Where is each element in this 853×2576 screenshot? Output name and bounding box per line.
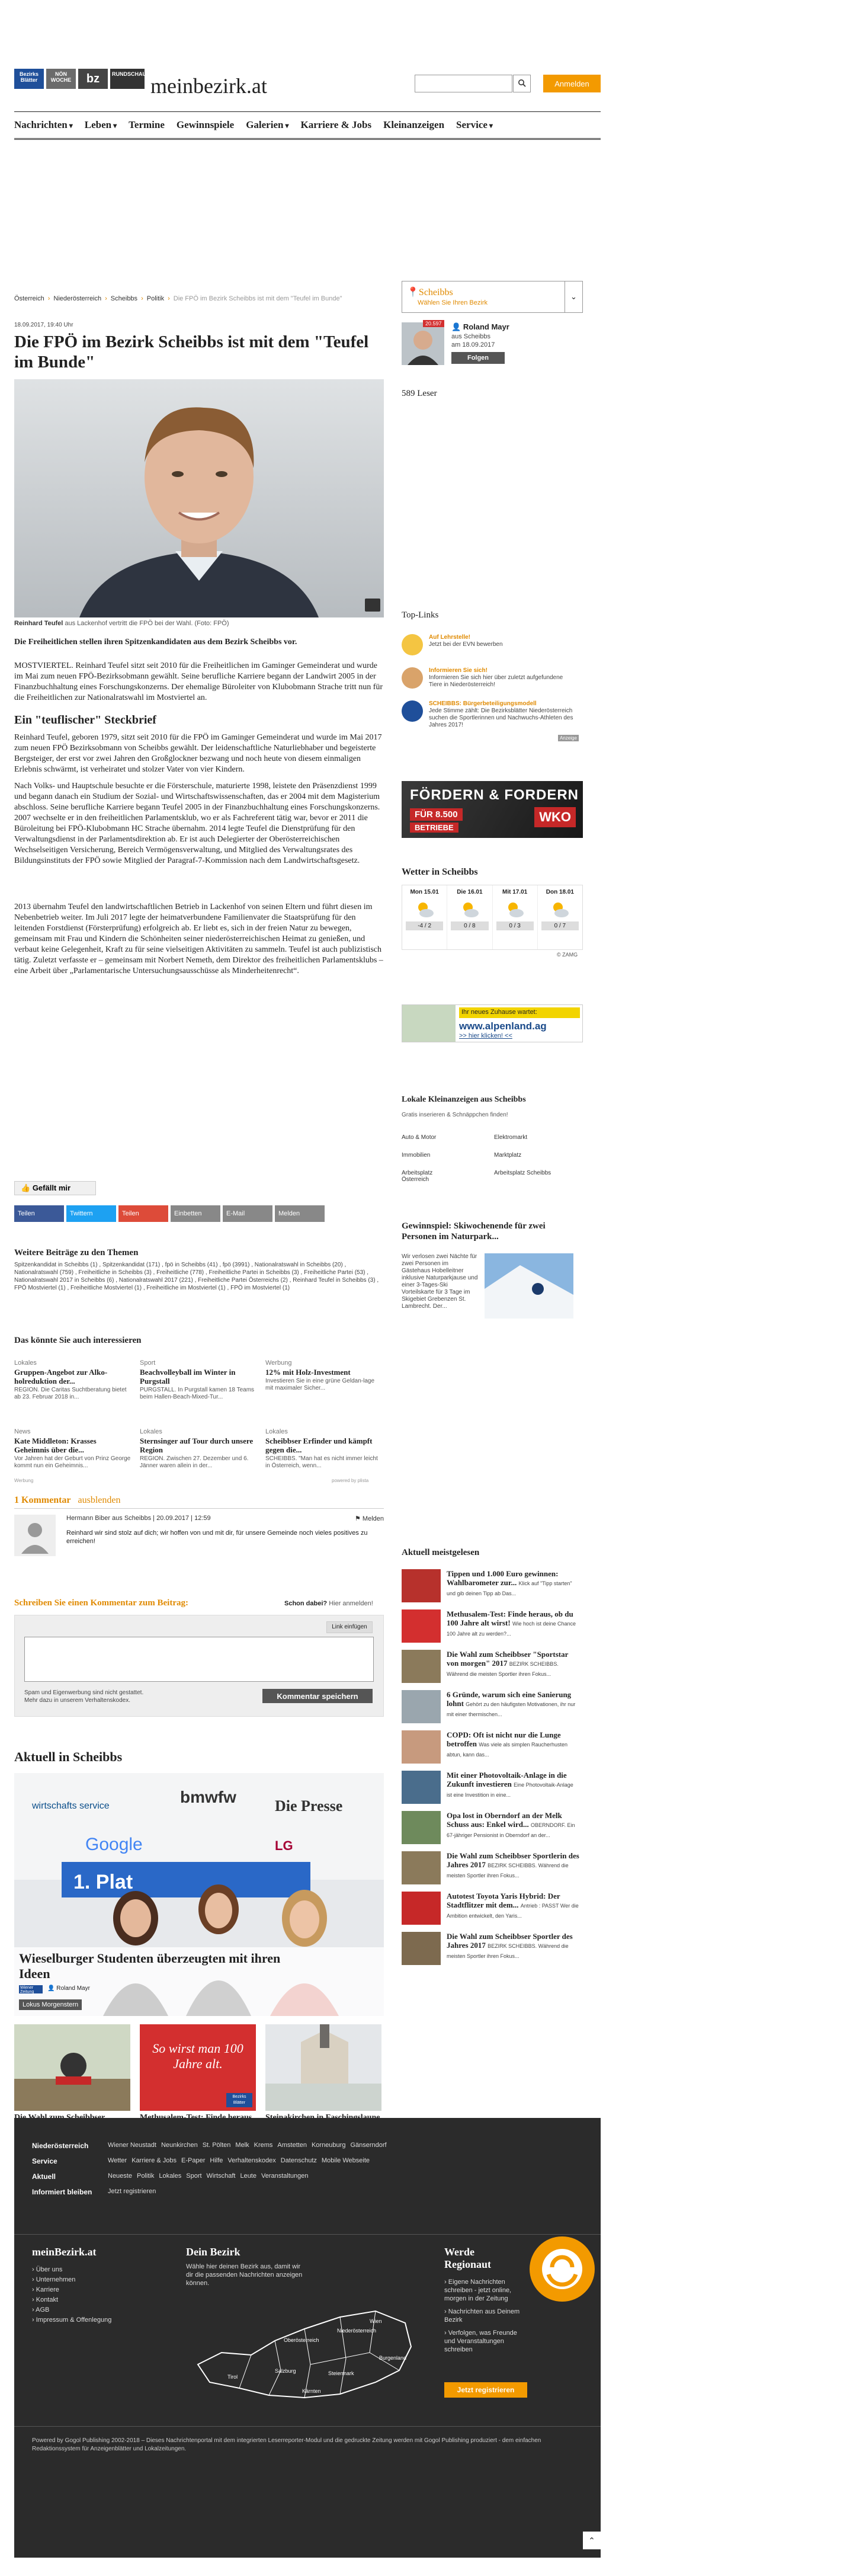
footer-row-label: Informiert bleiben	[32, 2188, 92, 2196]
article-lead: Die Freiheitlichen stellen ihren Spitzenkandidaten aus dem Bezirk Scheibbs vor.	[14, 638, 297, 647]
region-hint: Wählen Sie Ihren Bezirk	[418, 299, 488, 306]
site-footer	[14, 2118, 601, 2558]
rec-category: Lokales	[14, 1359, 37, 1367]
author-location: aus Scheibbs	[451, 333, 491, 340]
rec-text: SCHEIBBS. "Man hat es nicht immer leicht in Österreich, wenn...	[265, 1455, 378, 1469]
breadcrumb-item[interactable]: Politik	[146, 295, 165, 302]
toplink-text: Informieren Sie sich hier über zuletzt aufgefundene Tiere in Niederösterreich!	[429, 674, 563, 688]
rec-title: Gruppen-Angebot zur Alko-holreduktion der...	[14, 1368, 108, 1385]
share-facebook-button[interactable]: Teilen	[14, 1205, 64, 1222]
aktuell-tile[interactable]	[265, 2024, 381, 2133]
banner-word: LG	[275, 1838, 293, 1853]
sun-cloud-icon	[460, 900, 480, 919]
rec-text: REGION. Zwischen 27. Dezember und 6. Jänner waren allein in der...	[140, 1455, 249, 1469]
banner-word: Google	[85, 1835, 143, 1854]
footer-link[interactable]: E-Paper	[181, 2157, 206, 2164]
nav-leben[interactable]: Leben ▾	[85, 119, 117, 131]
recommendation-item[interactable]	[14, 1428, 133, 1470]
bezirksblaetter-logo[interactable]: Bezirks Blätter	[14, 69, 44, 89]
footer-row-label: Aktuell	[32, 2172, 56, 2181]
article-paragraph: 2013 übernahm Teufel den landwirtschaftlichen Betrieb in Lackenhof von seinen Eltern und führt diesen im Nebenbetrieb weiter. Im Juli 2017 legte der heimatverbundene Familienvater die Staatsprüfung für den leitenden Forstdienst (Försterprüfung) erfolgreich ab. Er liebt es, sich in der freien Natur zu bewegen, gemeinsam mit Frau und Kindern die Schönheiten seiner niederösterreichischen Heimat zu genießen, und verbaut keine Gelegenheit, Kraft zu für seine vielseitigen Aktivitäten zu sammeln. Teufel ist auch publizistisch tätig. Zuletzt verfasste er – gemeinsam mit Norbert Nemeth, dem Direktor des freiheitlichen Parlamentsklubs – eine Arbeit über „Parlamentarische Untersuchungsausschüsse als Minderheitenrecht“.	[14, 903, 383, 975]
wko-logo: WKO	[534, 807, 576, 827]
weather-date: Mon 15.01	[410, 889, 439, 895]
reader-count: 589 Leser	[402, 389, 437, 398]
footer-link[interactable]: Jetzt registrieren	[108, 2188, 156, 2195]
most-read-image	[402, 1650, 441, 1683]
footer-copyright: Powered by Gogol Publishing 2002-2018 – Dieses Nachrichtenportal mit dem integrierten Leserreporter-Modul und die gedruckte Zeitung werden mit Gogol Publishing produziert - dem einfachen Redaktionssystem für Anzeigenblätter und Lokalzeitungen.	[32, 2437, 541, 2452]
nav-kleinanzeigen[interactable]: Kleinanzeigen	[383, 119, 445, 130]
most-read-title-text: Methusalem-Test: Finde heraus, ob du 100 Jahre alt wirst!	[447, 1609, 573, 1627]
classified-category[interactable]: Arbeitsplatz Scheibbs	[494, 1170, 551, 1176]
ad-subline: BETRIEBE	[410, 823, 458, 833]
save-comment-button[interactable]: Kommentar speichern	[262, 1689, 373, 1703]
most-read-image	[402, 1771, 441, 1804]
alpenland-ad[interactable]	[402, 1004, 583, 1042]
most-read-image	[402, 1811, 441, 1844]
footer-link[interactable]: › AGB	[32, 2306, 50, 2313]
map-region-label[interactable]: Tirol	[227, 2374, 238, 2380]
register-button[interactable]: Jetzt registrieren	[444, 2382, 527, 2398]
banner-word: Die Presse	[275, 1797, 343, 1815]
rec-title: Kate Middleton: Krasses Geheimnis über die...	[14, 1436, 97, 1454]
comment-form	[14, 1615, 384, 1717]
flag-icon: ⚑	[355, 1515, 363, 1522]
most-read-snippet: BEZIRK SCHEIBBS. Während die meisten Sportler ihren Fokus...	[447, 1943, 569, 1959]
caption-text: aus Lackenhof vertritt die FPÖ bei der Wahl. (Foto: FPÖ)	[63, 620, 229, 627]
comment-report[interactable]	[355, 1515, 384, 1522]
austria-map[interactable]	[186, 2293, 423, 2412]
author-card	[402, 316, 583, 370]
weather-temp: -4 / 2	[406, 921, 443, 930]
user-icon: 👤	[451, 322, 463, 331]
plista-credit[interactable]: powered by plista	[332, 1478, 369, 1483]
classified-category[interactable]: Arbeitsplatz Österreich	[402, 1170, 433, 1183]
map-region-label[interactable]: Niederösterreich	[337, 2328, 377, 2334]
map-region-label[interactable]: Oberösterreich	[284, 2337, 319, 2343]
rec-text: Vor Jahren hat der Geburt von Prinz George kommt nun ein Geheimnis...	[14, 1455, 131, 1469]
tile-image-text: So wirst man 100 Jahre alt.	[152, 2041, 243, 2071]
like-button[interactable]	[14, 1181, 96, 1195]
most-read-snippet: Antrieb : PASST Wer die Ambition entwickelt, den Yaris...	[447, 1903, 579, 1919]
most-read-title: Aktuell meistgelesen	[402, 1548, 480, 1557]
toplink-title: Informieren Sie sich!	[429, 667, 488, 674]
aktuell-title: Aktuell in Scheibbs	[14, 1749, 123, 1764]
most-read-snippet: OBERNDORF. Ein 67-jähriger Pensionist in Oberndorf an der...	[447, 1822, 575, 1838]
login-link[interactable]: Hier anmelden!	[329, 1600, 373, 1607]
rec-text: PURGSTALL. In Purgstall kamen 18 Teams beim Hallen-Beach-Mixed-Tur...	[140, 1387, 255, 1400]
toplink-item[interactable]	[402, 666, 583, 696]
nav-karriere[interactable]: Karriere & Jobs	[300, 119, 372, 130]
footer-row-label: Niederösterreich	[32, 2142, 89, 2150]
sun-cloud-icon	[415, 900, 435, 919]
featured-title[interactable]: Wieselburger Studenten überzeugten mit ihren Ideen	[19, 1951, 281, 1981]
rec-text: Investieren Sie in eine grüne Geldan-lage mit maximaler Sicher...	[265, 1378, 375, 1391]
chevron-up-icon: ⌃	[588, 2536, 595, 2545]
werde-item: › Nachrichten aus Deinem Bezirk	[444, 2308, 520, 2324]
share-bar	[14, 1205, 325, 1222]
nav-nachrichten[interactable]: Nachrichten ▾	[14, 119, 73, 131]
most-read-snippet: Wie hoch ist deine Chance 100 Jahre alt zu werden?...	[447, 1621, 576, 1637]
weather-credit: © ZAMG	[557, 952, 578, 958]
werde-item: › Eigene Nachrichten schreiben - jetzt online, morgen in der Zeitung	[444, 2279, 512, 2302]
weather-title: Wetter in Scheibbs	[402, 867, 478, 877]
ad-headline: Ihr neues Zuhause wartet:	[459, 1007, 580, 1018]
footer-link[interactable]: Datenschutz	[280, 2157, 317, 2164]
toplink-item[interactable]	[402, 633, 583, 663]
rec-title: 12% mit Holz-Investment	[265, 1368, 351, 1377]
article-paragraph: Reinhard Teufel, geboren 1979, sitzt seit 2010 für die FPÖ im Gaminger Gemeinderat und wurde im Mai 2017 zum neuen FPÖ Bezirksobmann von Scheibbs gewählt. Der leidenschaftliche Naturliebhaber und begeisterte Bergsteiger, der erst vor zwei Jahren den Großglockner bezwang und noch heute von diesem einmaligen Erlebnis schwärmt, ist verheiratet und stolzer Vater von vier Kindern.	[14, 733, 382, 774]
footer-link[interactable]: Amstetten	[277, 2142, 307, 2149]
footer-link-rows	[32, 2142, 583, 2196]
comment-author[interactable]: Hermann Biber aus Scheibbs	[66, 1515, 152, 1522]
rundschau-logo[interactable]: RUNDSCHAU	[110, 69, 145, 89]
most-read-item[interactable]	[402, 1811, 583, 1851]
most-read-item[interactable]	[402, 1609, 583, 1650]
weather-date: Mit 17.01	[502, 889, 528, 895]
write-comment-title: Schreiben Sie einen Kommentar zum Beitrag:	[14, 1598, 188, 1608]
footer-row	[32, 2172, 583, 2181]
article-subheading: Ein "teuflischer" Steckbrief	[14, 713, 156, 727]
article-paragraph: MOSTVIERTEL. Reinhard Teufel sitzt seit 2010 für die Freiheitlichen im Gaminger Gemeinderat und wurde im Mai zum neuen FPÖ-Bezirksobmann gewählt. Seine berufliche Karriere begann der Landwirt 2005 in der Finanzbuchhaltung eines Forschungskonzerns. Der ehemalige Büroleiter von Klubobmann Strache tritt nun für die Freiheitlichen zur Nationalratswahl im Mostviertel an.	[14, 661, 383, 702]
featured-tag: Lokus Morgenstern	[19, 1999, 82, 2010]
footer-link[interactable]: Neueste	[108, 2172, 132, 2180]
already-member-text: Schon dabei?	[284, 1600, 328, 1607]
most-read-snippet: BEZIRK SCHEIBBS. Während die meisten Sportler ihren Fokus...	[447, 1863, 569, 1879]
most-read-snippet: Eine Photovoltaik-Anlage ist eine Investition in eine...	[447, 1782, 573, 1798]
featured-badge: Wiener Zeitung	[19, 1985, 43, 1993]
ad-url: www.alpenland.ag	[459, 1020, 547, 1032]
map-region-label[interactable]: Steiermark	[328, 2370, 354, 2376]
classified-category[interactable]: Marktplatz	[494, 1152, 522, 1159]
most-read-title-text: COPD: Oft ist nicht nur die Lunge betroffen	[447, 1730, 561, 1748]
most-read-title-text: Die Wahl zum Scheibbser Sportler des Jahres 2017	[447, 1932, 573, 1950]
footer-link[interactable]: Wiener Neustadt	[108, 2142, 156, 2149]
hide-comments-link[interactable]: ausblenden	[78, 1495, 121, 1505]
image-caption	[14, 620, 229, 627]
author-date: am 18.09.2017	[451, 341, 495, 348]
most-read-item[interactable]	[402, 1851, 583, 1892]
follow-button[interactable]: Folgen	[451, 352, 505, 364]
topic-tags[interactable]: Spitzenkandidat in Scheibbs (1) , Spitzenkandidat (171) , fpö in Scheibbs (41) , fpö (3991) , Nationalratswahl in Scheibbs (20) , Nationalratswahl (759) , Freiheitliche in Scheibbs (3) , Freiheitliche (778) , Freiheitliche Partei in Scheibbs (3) , Freiheitliche Partei (53) , Nationalratswahl 2017 in Scheibbs (6) , Nationalratswahl 2017 (221) , Freiheitliche Partei Österreichs (2) , Reinhard Teufel in Scheibbs (3) , FPÖ Mostviertel (1) , Freiheitliche Mostviertel (1) , Freiheitliche im Mostviertel (1) , FPÖ im Mostviertel (1)	[14, 1262, 379, 1291]
wko-ad[interactable]	[402, 781, 583, 838]
recommendation-item[interactable]	[265, 1359, 384, 1392]
site-header	[14, 65, 601, 107]
most-read-title-text: Mit einer Photovoltaik-Anlage in die Zukunft investieren	[447, 1771, 567, 1788]
most-read-item[interactable]	[402, 1892, 583, 1932]
recommendation-item[interactable]	[14, 1359, 133, 1401]
footer-link[interactable]: › Über uns	[32, 2266, 63, 2273]
user-silhouette-icon	[14, 1515, 56, 1556]
ad-label: Anzeige	[558, 735, 579, 741]
most-read-image	[402, 1892, 441, 1925]
dein-bezirk-title: Dein Bezirk	[186, 2246, 240, 2258]
breadcrumb-item[interactable]: Niederösterreich	[53, 295, 102, 302]
rec-category: Lokales	[265, 1428, 288, 1435]
most-read-image	[402, 1730, 441, 1764]
toplink-item[interactable]	[402, 699, 583, 734]
most-read-title-text: Opa lost in Oberndorf an der Melk Schuss aus: Enkel wird...	[447, 1811, 562, 1829]
footer-link[interactable]: Mobile Webseite	[321, 2157, 370, 2164]
rec-title: Sternsinger auf Tour durch unsere Region	[140, 1436, 254, 1454]
back-to-top-button[interactable]	[583, 2532, 601, 2549]
footer-link[interactable]: › Kontakt	[32, 2296, 59, 2303]
most-read-title-text: Autotest Toyota Yaris Hybrid: Der Stadtflitzer mit dem...	[447, 1892, 560, 1909]
classified-category[interactable]: Elektromarkt	[494, 1134, 528, 1141]
ad-click[interactable]: >> hier klicken! <<	[459, 1032, 512, 1039]
weather-temp: 0 / 3	[496, 921, 534, 930]
most-read-item[interactable]	[402, 1690, 583, 1730]
banner-text: 1. Plat	[73, 1871, 133, 1893]
featured-author-name: Roland Mayr	[56, 1985, 90, 1992]
breadcrumb: Österreich › Niederösterreich › Scheibbs › Politik › Die FPÖ im Bezirk Scheibbs ist mit dem "Teufel im Bunde"	[14, 295, 342, 302]
contest-title[interactable]: Gewinnspiel: Skiwochenende für zwei Personen im Naturpark...	[402, 1221, 546, 1241]
regionaut-logo	[530, 2236, 595, 2302]
footer-divider	[14, 2426, 601, 2427]
most-read-title-text: Tippen und 1.000 Euro gewinnen: Wahlbarometer zur...	[447, 1569, 559, 1587]
most-read-image	[402, 1609, 441, 1643]
rec-category: Werbung	[265, 1359, 292, 1367]
sun-cloud-icon	[505, 900, 525, 919]
comment: Hermann Biber aus Scheibbs | 20.09.2017 | 12:59 ⚑ Melden Reinhard wir sind stolz auf dich; wir hoffen von und mit dir, für unsere Gemeinde noch vieles positives zu erreichen!	[14, 1508, 384, 1563]
weather-day	[538, 885, 582, 949]
most-read-snippet: Gehört zu den häufigsten Motivationen, ihr nur mit einer thermischen...	[447, 1701, 576, 1717]
region-selector[interactable]	[402, 281, 583, 313]
classified-category[interactable]: Auto & Motor	[402, 1134, 437, 1141]
footer-link[interactable]: Lokales	[159, 2172, 182, 2180]
banner-word: wirtschafts service	[32, 1801, 110, 1811]
author-points-badge: 20.597	[423, 320, 444, 327]
footer-row	[32, 2142, 583, 2150]
most-read-image	[402, 1569, 441, 1602]
featured-article[interactable]	[14, 1773, 384, 2016]
rec-title: Beachvolleyball im Winter in Purgstall	[140, 1368, 236, 1385]
footer-row	[32, 2157, 583, 2165]
footer-link[interactable]: Karriere & Jobs	[132, 2157, 177, 2164]
most-read-title-text: Die Wahl zum Scheibbser "Sportstar von morgen" 2017	[447, 1650, 569, 1668]
most-read-item[interactable]	[402, 1771, 583, 1811]
footer-row-label: Service	[32, 2157, 57, 2165]
ad-headline: FÖRDERN & FORDERN	[410, 787, 579, 803]
dog-icon	[402, 667, 423, 689]
embed-button[interactable]: Einbetten	[171, 1205, 220, 1222]
share-twitter-button[interactable]: Twittern	[66, 1205, 116, 1222]
map-region-label[interactable]: Salzburg	[275, 2368, 296, 2374]
map-region-label[interactable]: Burgenland	[379, 2355, 407, 2361]
footer-divider	[14, 2234, 601, 2235]
search-input[interactable]	[415, 75, 512, 92]
bz-logo[interactable]: bz	[78, 69, 108, 89]
tile-badge: Bezirks Blätter	[226, 2093, 252, 2107]
comment-text: Reinhard wir sind stolz auf dich; wir hoffen von und mit dir, für unsere Gemeinde noch vieles positives zu erreichen!	[66, 1529, 368, 1545]
breadcrumb-item[interactable]: Scheibbs	[110, 295, 138, 302]
toplink-title: Auf Lehrstelle!	[429, 634, 471, 641]
weather-day	[493, 885, 538, 949]
banner-word: bmwfw	[180, 1788, 236, 1806]
chevron-down-icon[interactable]: ⌄	[565, 281, 582, 312]
werde-regionaut-title: Werde Regionaut	[444, 2246, 492, 2270]
comment-textarea[interactable]	[24, 1637, 374, 1682]
evn-icon	[402, 634, 423, 655]
footer-row	[32, 2188, 583, 2196]
most-read-image	[402, 1932, 441, 1965]
tile-image	[140, 2024, 256, 2111]
footer-link[interactable]: Wetter	[108, 2157, 127, 2164]
footer-brand[interactable]: meinBezirk.at	[32, 2246, 97, 2258]
footer-link[interactable]: Sport	[186, 2172, 202, 2180]
rec-category: Lokales	[140, 1428, 162, 1435]
sport-icon	[402, 700, 423, 722]
werde-regionaut-list	[444, 2278, 527, 2354]
avatar[interactable]	[14, 1515, 56, 1556]
tile-image	[14, 2024, 130, 2111]
search-button[interactable]	[513, 75, 531, 92]
footer-link[interactable]: Krems	[254, 2142, 273, 2149]
main-navigation	[14, 111, 601, 140]
footer-link[interactable]: Veranstaltungen	[261, 2172, 309, 2180]
toplinks-title: Top-Links	[402, 610, 439, 620]
most-read-item[interactable]	[402, 1730, 583, 1771]
login-button[interactable]: Anmelden	[543, 75, 601, 92]
classified-category[interactable]: Immobilien	[402, 1152, 431, 1159]
author-name[interactable]: 👤 Roland Mayr	[451, 322, 509, 331]
avatar[interactable]	[402, 322, 444, 365]
report-button[interactable]: Melden	[275, 1205, 325, 1222]
location-pin-icon: 📍	[407, 287, 419, 297]
classifieds-title: Lokale Kleinanzeigen aus Scheibbs	[402, 1095, 526, 1104]
toplink-text: Jede Stimme zählt: Die Bezirksblätter Niederösterreich suchen die Sportlerinnen und Nachwuchs-Athleten des Jahres 2017!	[429, 708, 573, 728]
footer-link[interactable]: › Unternehmen	[32, 2276, 76, 2283]
most-read-snippet: BEZIRK SCHEIBBS. Während die meisten Sportler ihren Fokus...	[447, 1661, 559, 1677]
article-paragraph: Nach Volks- und Hauptschule besuchte er die Försterschule, maturierte 1998, leistete den Präsenzdienst 1999 und begann danach ein Studium der Sozial- und Wirtschaftswissenschaften, das er 2004 mit dem Magisterium abschloss. Seine berufliche Karriere begann Teufel 2005 in der Finanzbuchhaltung eines Forschungskonzerns. 2007 wechselte er in den freiheitlichen Parlamentsklub, wo er als Fachreferent tätig war, bevor er 2011 die Büroleitung bei FPÖ-Klubobmann HC Strache übernahm. 2014 legte Teufel die Dienstprüfung für den Verwaltungsdienst in der Parlamentsdirektion ab. Er ist auch Delegierter der Oberösterreichischen Wechselseitigen Versicherung, Bereich Vermögensverwaltung, und Mitglied des Verwaltungsrates des Bildungsinstituts der FPÖ sowie Mitglied der Paragraf-7-Kommission nach dem Landwirtschaftsgesetz.	[14, 782, 380, 865]
ad-subline: FÜR 8.500	[410, 808, 463, 821]
most-read-title-text: Die Wahl zum Scheibbser Sportlerin des Jahres 2017	[447, 1851, 579, 1869]
toplink-text: Jetzt bei der EVN bewerben	[429, 641, 503, 648]
site-title[interactable]: meinbezirk.at	[150, 74, 267, 98]
weather-day	[447, 885, 492, 949]
map-region-label[interactable]: Kärnten	[302, 2388, 321, 2394]
nav-termine[interactable]: Termine	[129, 119, 165, 130]
thumbs-up-icon: 👍	[21, 1183, 33, 1192]
most-read-item[interactable]	[402, 1932, 583, 1972]
insert-link-button[interactable]: Link einfügen	[326, 1621, 373, 1633]
breadcrumb-current: Die FPÖ im Bezirk Scheibbs ist mit dem "Teufel im Bunde"	[173, 295, 342, 302]
spam-note: Spam und Eigenwerbung sind nicht gestattet.	[24, 1689, 144, 1696]
user-icon: 👤	[47, 1985, 57, 1992]
footer-link[interactable]: Wirtschaft	[206, 2172, 236, 2180]
recommendation-item[interactable]	[140, 1428, 258, 1470]
sun-cloud-icon	[550, 900, 570, 919]
like-label: Gefällt mir	[32, 1183, 71, 1192]
article-headline: Die FPÖ im Bezirk Scheibbs ist mit dem "Teufel im Bunde"	[14, 332, 369, 372]
footer-link[interactable]: Gänserndorf	[350, 2142, 387, 2149]
most-read-image	[402, 1690, 441, 1723]
footer-brand-links	[32, 2265, 111, 2325]
regionaut-mascot-icon	[530, 2236, 595, 2302]
footer-link[interactable]: Melk	[235, 2142, 249, 2149]
breadcrumb-item[interactable]: Österreich	[14, 295, 44, 302]
contest-image[interactable]	[485, 1253, 573, 1319]
weather-date: Die 16.01	[457, 889, 483, 895]
ad-image	[402, 1005, 456, 1042]
most-read-item[interactable]	[402, 1650, 583, 1690]
weather-date: Don 18.01	[546, 889, 574, 895]
footer-link[interactable]: Neunkirchen	[161, 2142, 198, 2149]
recommendations-title: Das könnte Sie auch interessieren	[14, 1336, 142, 1345]
tile-image	[265, 2024, 381, 2111]
code-of-conduct-link[interactable]: Mehr dazu in unserem Verhaltenskodex.	[24, 1697, 130, 1704]
footer-link[interactable]: Hilfe	[210, 2157, 223, 2164]
ad-label: Werbung	[14, 1478, 34, 1483]
comments-header	[14, 1495, 121, 1506]
contest-text: Wir verlosen zwei Nächte für zwei Personen im Gästehaus Hobelleitner inklusive Naturparkjause und einer 3-Tages-Ski Vorteilskarte für 3 Tage im Skigebiet Grebenzen St. Lambrecht. Der...	[402, 1253, 478, 1310]
footer-link[interactable]: Verhaltenskodex	[227, 2157, 276, 2164]
article-hero-image[interactable]	[14, 379, 384, 617]
most-read-image	[402, 1851, 441, 1884]
map-region-label[interactable]: Wien	[370, 2318, 382, 2324]
footer-link[interactable]: › Impressum & Offenlegung	[32, 2316, 112, 2324]
noen-logo[interactable]: NÖN WOCHE	[46, 69, 76, 89]
login-prompt	[284, 1600, 373, 1607]
dein-bezirk-text: Wähle hier deinen Bezirk aus, damit wir dir die passenden Nachrichten anzeigen können.	[186, 2263, 303, 2287]
rec-title: Scheibbser Erfinder und kämpft gegen die...	[265, 1436, 373, 1454]
more-topics-title: Weitere Beiträge zu den Themen	[14, 1248, 139, 1257]
recommendation-item[interactable]	[265, 1428, 384, 1470]
comment-date: 20.09.2017 | 12:59	[156, 1515, 211, 1522]
weather-temp: 0 / 7	[541, 921, 579, 930]
footer-link[interactable]: Korneuburg	[311, 2142, 346, 2149]
recommendation-item[interactable]	[140, 1359, 258, 1401]
featured-author[interactable]	[47, 1985, 90, 1992]
nav-service[interactable]: Service ▾	[456, 119, 493, 131]
weather-temp: 0 / 8	[451, 921, 488, 930]
classifieds-subtitle: Gratis inserieren & Schnäppchen finden!	[402, 1112, 508, 1118]
most-read-snippet: Klick auf "Tipp starten" und gib deinen Tipp ab Das...	[447, 1580, 572, 1596]
footer-link[interactable]: St. Pölten	[202, 2142, 231, 2149]
most-read-item[interactable]	[402, 1569, 583, 1609]
search-icon	[518, 79, 526, 87]
footer-link[interactable]: › Karriere	[32, 2286, 59, 2293]
nav-galerien[interactable]: Galerien ▾	[246, 119, 288, 131]
report-label: Melden	[362, 1515, 384, 1522]
region-name: 📍Scheibbs	[407, 287, 453, 297]
werde-item: › Verfolgen, was Freunde und Veranstaltungen schreiben	[444, 2329, 517, 2353]
email-button[interactable]: E-Mail	[223, 1205, 272, 1222]
article-date: 18.09.2017, 19:40 Uhr	[14, 322, 73, 328]
caption-name: Reinhard Teufel	[14, 620, 63, 627]
rec-category: Sport	[140, 1359, 156, 1367]
most-read-title-text: 6 Gründe, warum sich eine Sanierung lohnt	[447, 1690, 572, 1708]
weather-day	[402, 885, 447, 949]
footer-link[interactable]: Politik	[136, 2172, 155, 2180]
comment-count: 1 Kommentar	[14, 1495, 71, 1505]
share-google-button[interactable]: Teilen	[118, 1205, 168, 1222]
footer-link[interactable]: Leute	[240, 2172, 256, 2180]
most-read-snippet: Was viele als simplen Raucherhusten abtun, kann das...	[447, 1742, 568, 1758]
rec-text: REGION. Die Caritas Suchtberatung bietet ab 23. Februar 2018 in...	[14, 1387, 127, 1400]
toplink-title: SCHEIBBS: Bürgerbeteiligungsmodell	[429, 700, 537, 707]
rec-category: News	[14, 1428, 31, 1435]
weather-widget[interactable]	[402, 885, 583, 950]
nav-gewinnspiele[interactable]: Gewinnspiele	[176, 119, 235, 130]
